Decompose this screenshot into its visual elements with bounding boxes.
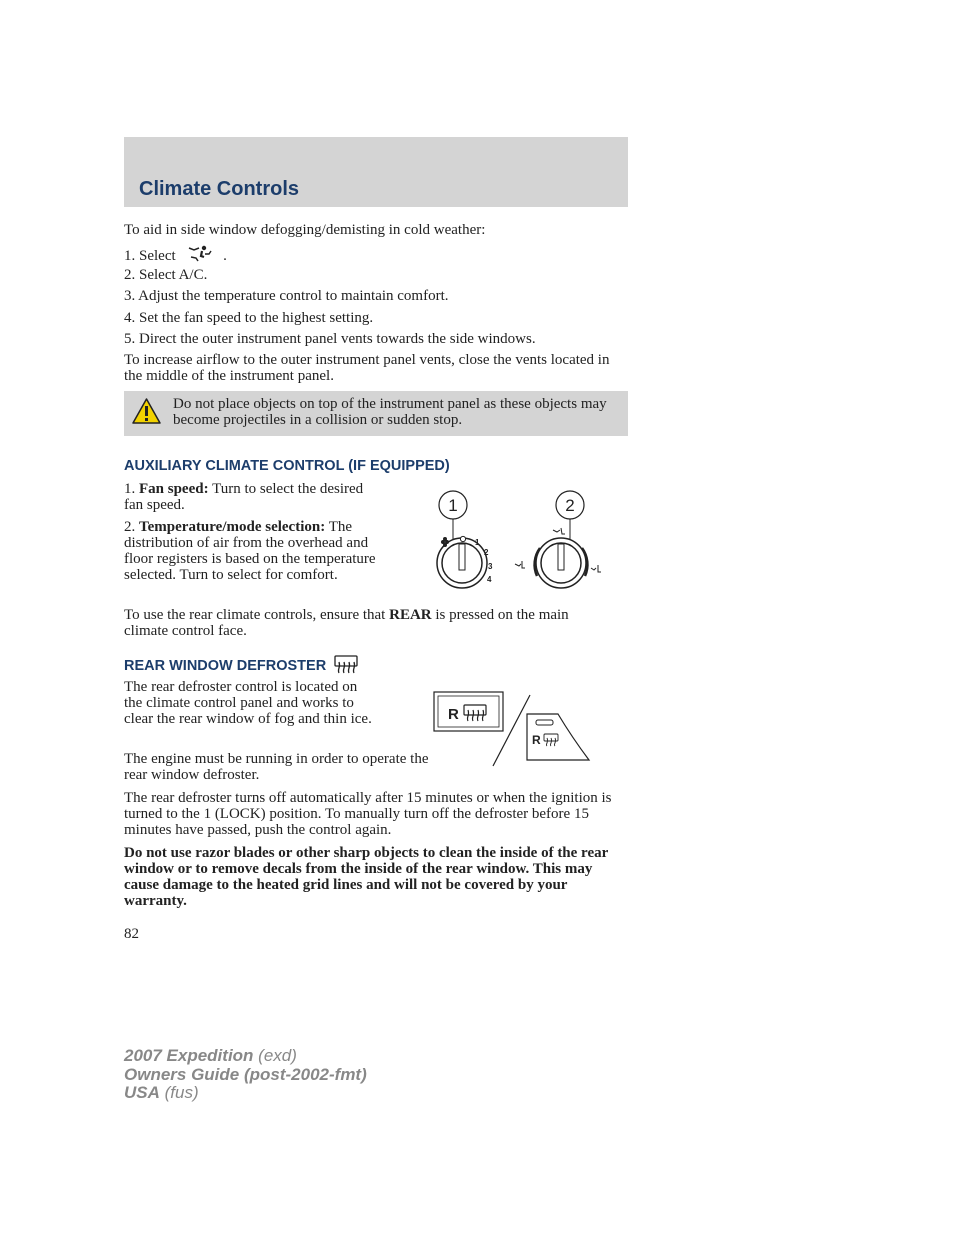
- defroster-heading: [124, 655, 358, 674]
- fan-off-mark: [460, 536, 465, 541]
- rear-controls-note: [124, 607, 584, 639]
- aux-item1-text: Turn to select the desired fan speed.: [124, 481, 364, 513]
- step1-prefix: 1. Select: [124, 248, 176, 264]
- rear-note-text-2: is pressed on the main climate control face.: [124, 607, 569, 639]
- page-number: 82: [124, 926, 139, 942]
- footer-model: 2007 Expedition: [124, 1046, 254, 1065]
- defroster-heading-text: REAR WINDOW DEFROSTER: [124, 658, 327, 674]
- footer-model-code: (exd): [258, 1046, 297, 1065]
- fan-speed-1: 1: [475, 538, 480, 547]
- footer-line-1: [124, 1047, 367, 1066]
- defroster-p3: The rear defroster turns off automatically after 15 minutes or when the ignition is turned to the 1 (LOCK) position. To manually turn off the defroster before 15 minutes have passed, push the control again.: [124, 790, 612, 838]
- aux-item-2: [124, 519, 379, 583]
- floor-vent-left-icon: [515, 561, 525, 568]
- rear-defroster-icon: [334, 655, 358, 674]
- aux-item1-label: Fan speed:: [139, 481, 209, 497]
- aux-heading: AUXILIARY CLIMATE CONTROL (IF EQUIPPED): [124, 458, 450, 474]
- defog-step-5: 5. Direct the outer instrument panel vents towards the side windows.: [124, 331, 536, 347]
- callout-1-label: 1: [448, 496, 458, 515]
- floor-vent-right-icon: [591, 565, 601, 572]
- aux-item2-text: The distribution of air from the overhead and floor registers is based on the temperature selected. Turn to select for comfort.: [124, 519, 376, 583]
- aux-item-1: [124, 481, 364, 513]
- document-footer: [124, 1047, 367, 1103]
- callout-2-label: 2: [565, 496, 575, 515]
- defroster-diagram: [430, 690, 595, 770]
- defroster-p2: The engine must be running in order to operate the rear window defroster.: [124, 751, 429, 783]
- footer-line-3: [124, 1084, 367, 1103]
- footer-market: USA: [124, 1083, 160, 1102]
- fan-speed-2: 2: [484, 548, 489, 557]
- panel-letter-r: R: [532, 733, 541, 747]
- fan-speed-3: 3: [488, 562, 493, 571]
- warning-text: Do not place objects on top of the instrument panel as these objects may become projectiles in a collision or sudden stop.: [173, 396, 607, 428]
- footer-guide: Owners Guide (post-2002-fmt): [124, 1064, 367, 1084]
- button-letter-r: R: [448, 706, 459, 723]
- rear-note-bold: REAR: [389, 607, 432, 623]
- aux-item2-label: Temperature/mode selection:: [139, 519, 326, 535]
- airflow-paragraph: To increase airflow to the outer instrument panel vents, close the vents located in the middle of the instrument panel.: [124, 352, 610, 384]
- aux-climate-diagram: [405, 488, 615, 598]
- defog-intro: To aid in side window defogging/demisting in cold weather:: [124, 222, 486, 238]
- aux-item1-num: 1.: [124, 481, 136, 497]
- footer-line-2: [124, 1066, 367, 1085]
- defog-step-3: 3. Adjust the temperature control to maintain comfort.: [124, 288, 449, 304]
- warning-triangle-icon: [131, 397, 162, 425]
- overhead-vent-icon: [553, 528, 565, 534]
- defog-mode-icon: [185, 245, 213, 263]
- defroster-warning: Do not use razor blades or other sharp objects to clean the inside of the rear window or to remove decals from the inside of the rear window. This may cause damage to the heated grid lines and will not be covered by your warranty.: [124, 845, 608, 909]
- defog-step-2: 2. Select A/C.: [124, 267, 208, 283]
- defog-step-4: 4. Set the fan speed to the highest setting.: [124, 310, 374, 326]
- defroster-p1: The rear defroster control is located on the climate control panel and works to clear the rear window of fog and thin ice.: [124, 679, 372, 727]
- page-title: Climate Controls: [139, 178, 300, 200]
- fan-speed-4: 4: [487, 575, 492, 584]
- footer-market-code: (fus): [164, 1083, 199, 1102]
- rear-note-text-1: To use the rear climate controls, ensure that: [124, 607, 386, 623]
- step1-suffix: .: [223, 248, 227, 264]
- temperature-mode-knob[interactable]: [535, 538, 588, 588]
- aux-item2-num: 2.: [124, 519, 136, 535]
- defog-step-1: [124, 245, 628, 264]
